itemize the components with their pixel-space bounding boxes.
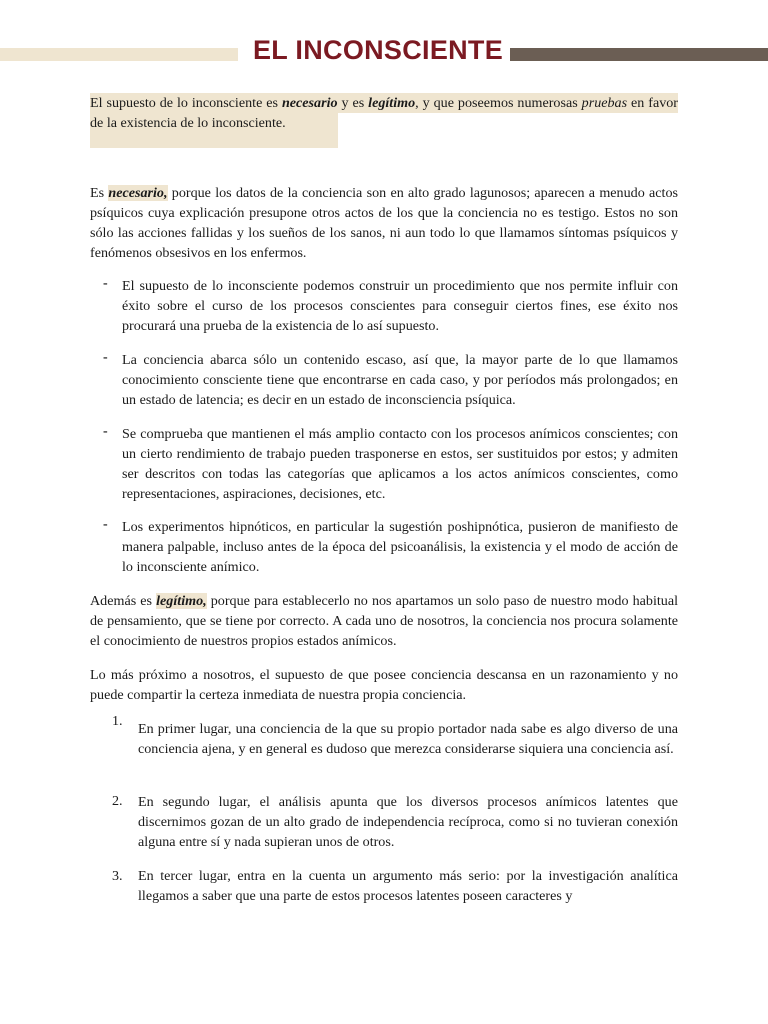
list-number: 1.	[112, 713, 123, 729]
bullet-marker: -	[103, 424, 108, 439]
proximo-paragraph: Lo más próximo a nosotros, el supuesto de que posee conciencia descansa en un razonamiento y no puede compartir la certeza inmediata de nuestra propia conciencia.	[90, 667, 678, 703]
intro-paragraph: El supuesto de lo inconsciente es necesario y es legítimo, y que poseemos numerosas pruebas en favor de la existencia de lo inconsciente.	[90, 95, 678, 131]
numbered-item: En segundo lugar, el análisis apunta que los diversos procesos anímicos latentes que discernimos gozan de un alto grado de independencia recíproca, como si no tuvieran conexión alguna entre sí y nada supieran unos de otros.	[138, 794, 678, 850]
keyword-necesario: necesario	[281, 95, 338, 111]
list-number: 2.	[112, 793, 123, 809]
bullet-marker: -	[103, 276, 108, 291]
keyword-legitimo: legítimo	[368, 95, 416, 111]
keyword-legitimo-highlight: legítimo,	[156, 593, 207, 609]
list-number: 3.	[112, 868, 123, 884]
list-item: Los experimentos hipnóticos, en particular la sugestión poshipnótica, pusieron de manifiesto de manera palpable, incluso antes de la época del psicoanálisis, la existencia y el modo de acción de lo inconsciente anímico.	[122, 519, 678, 575]
necesario-paragraph: Es necesario, porque los datos de la conciencia son en alto grado lagunosos; aparecen a menudo actos psíquicos cuya explicación presupone otros actos de los que la conciencia no es testigo. Estos no son sólo las acciones fallidas y los sueños de los sanos, ni aun todo lo que llamamos síntomas psíquicos y fenómenos obsesivos en los enfermos.	[90, 185, 678, 261]
numbered-item: En primer lugar, una conciencia de la que su propio portador nada sabe es algo diverso de una conciencia ajena, y en general es dudoso que merezca considerarse siquiera una conciencia así.	[138, 721, 678, 757]
numbered-item: En tercer lugar, entra en la cuenta un argumento más serio: por la investigación analítica llegamos a saber que una parte de estos procesos latentes poseen caracteres y	[138, 868, 678, 904]
title-decor-bar-left	[0, 48, 238, 61]
legitimo-paragraph: Además es legítimo, porque para establecerlo no nos apartamos un solo paso de nuestro modo habitual de pensamiento, que se tiene por correcto. A cada uno de nosotros, la conciencia nos procura solamente el conocimiento de nuestros propios estados anímicos.	[90, 593, 678, 649]
bullet-marker: -	[103, 517, 108, 532]
list-item: La conciencia abarca sólo un contenido escaso, así que, la mayor parte de lo que llamamos conocimiento consciente tiene que encontrarse en cada caso, y por períodos más prolongados; en un estado de latencia; es decir en un estado de inconsciencia psíquica.	[122, 352, 678, 408]
bullet-marker: -	[103, 350, 108, 365]
keyword-necesario-highlight: necesario,	[108, 185, 168, 201]
keyword-pruebas: pruebas	[581, 95, 628, 111]
list-item: El supuesto de lo inconsciente podemos construir un procedimiento que nos permite influir con éxito sobre el curso de los procesos conscientes para conseguir ciertos fines, ese éxito nos procurará una prueba de la existencia de lo así supuesto.	[122, 278, 678, 334]
page-title: EL INCONSCIENTE	[253, 35, 504, 65]
title-decor-bar-right	[510, 48, 768, 61]
list-item: Se comprueba que mantienen el más amplio contacto con los procesos anímicos conscientes; con un cierto rendimiento de trabajo pueden trasponerse en estos, ser sustituidos por estos; y admiten ser descritos con todas las categorías que aplicamos a los actos anímicos conscientes, como representaciones, aspiraciones, decisiones, etc.	[122, 426, 678, 502]
